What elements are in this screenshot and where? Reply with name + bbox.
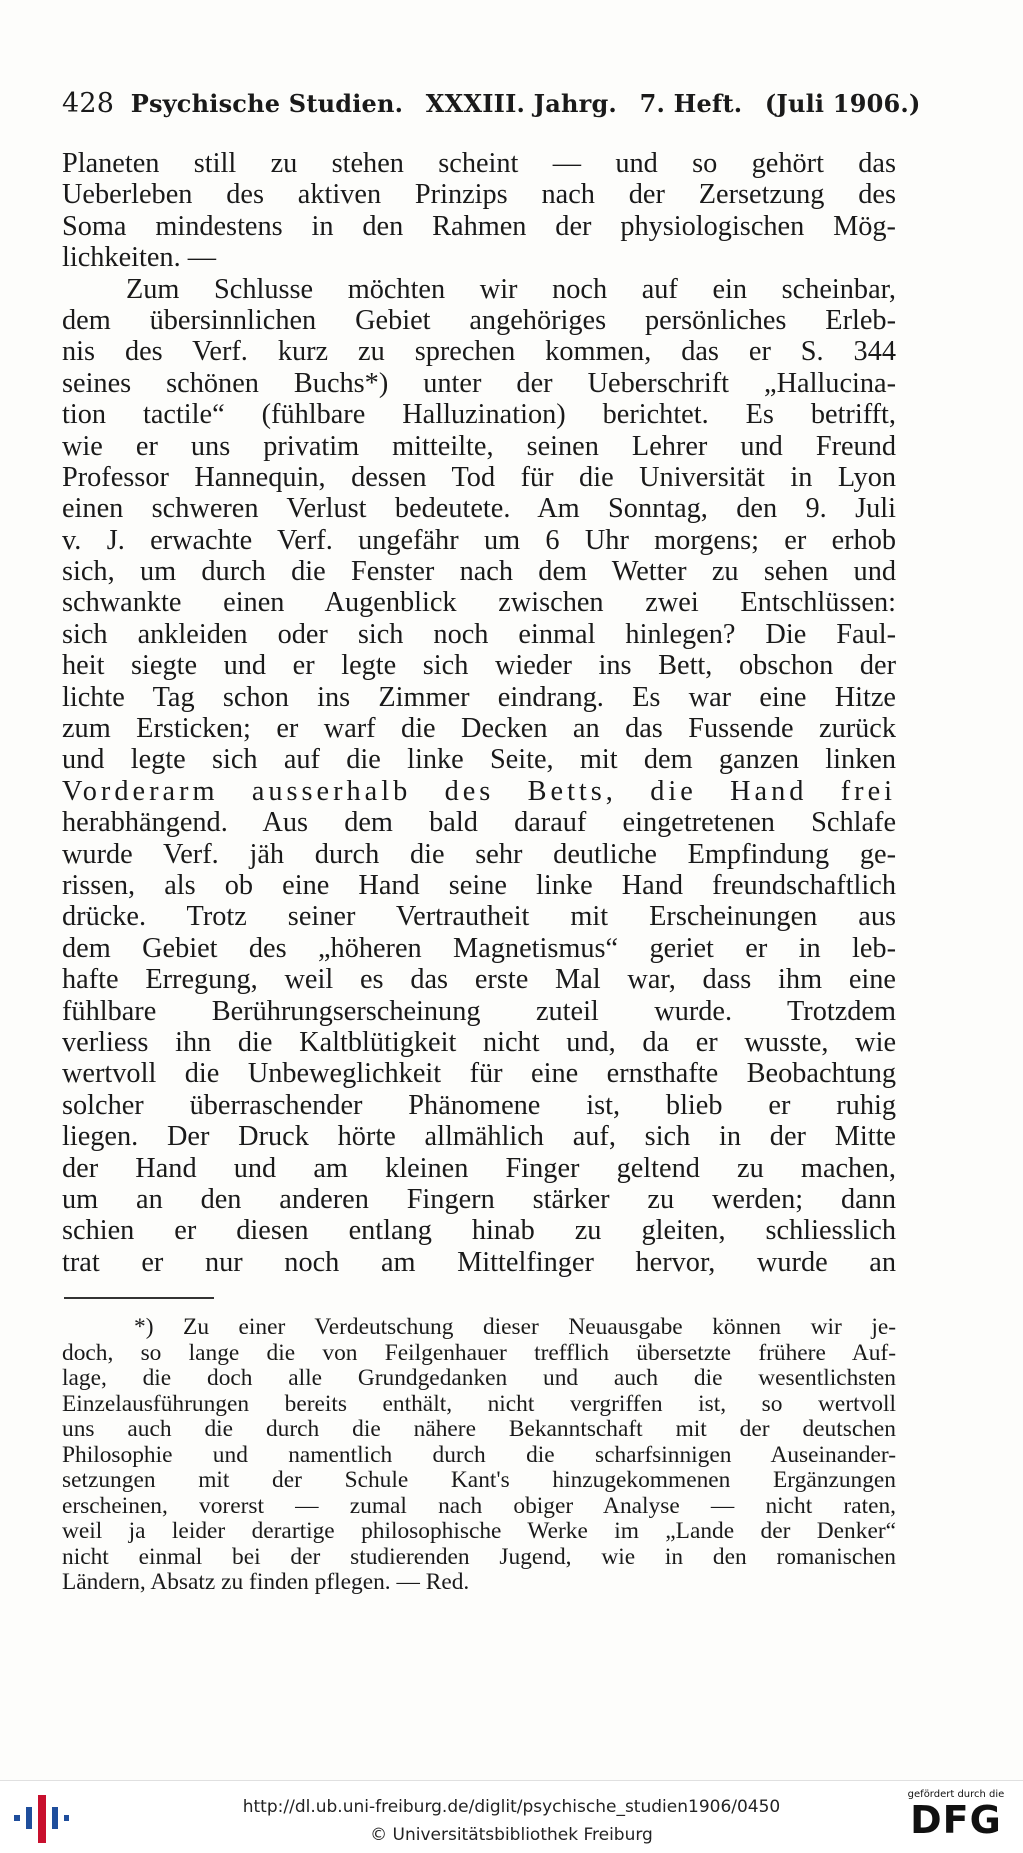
body-line: Vorderarm ausserhalb des Betts, die Hand frei xyxy=(62,775,896,807)
body-line: Planeten still zu stehen scheint — und so gehört das xyxy=(62,148,896,179)
body-line: dem übersinnlichen Gebiet angehöriges persönliches Erleb- xyxy=(62,304,896,336)
body-line: verliess ihn die Kaltblütigkeit nicht und, da er wusste, wie xyxy=(62,1026,896,1058)
body-line: Professor Hannequin, dessen Tod für die Universität in Lyon xyxy=(62,461,896,493)
body-line: sich ankleiden oder sich noch einmal hinlegen? Die Faul- xyxy=(62,618,896,650)
source-url-link[interactable]: http://dl.ub.uni-freiburg.de/diglit/psychische_studien1906/0450 xyxy=(242,1797,781,1817)
body-line: wie er uns privatim mitteilte, seinen Lehrer und Freund xyxy=(62,430,896,462)
body-line: schwankte einen Augenblick zwischen zwei Entschlüssen: xyxy=(62,587,896,619)
body-line: schien er diesen entlang hinab zu gleiten, schliesslich xyxy=(62,1215,896,1247)
body-line: um an den anderen Fingern stärker zu werden; dann xyxy=(62,1183,896,1215)
body-line: seines schönen Buchs*) unter der Ueberschrift „Hallucina- xyxy=(62,367,896,399)
footnote xyxy=(62,1315,896,1596)
body-line: tion tactile“ (fühlbare Halluzination) berichtet. Es betrifft, xyxy=(62,399,896,431)
body-line: heit siegte und er legte sich wieder ins Bett, obschon der xyxy=(62,650,896,682)
journal-title: Psychische Studien. xyxy=(130,89,404,118)
body-line: dem Gebiet des „höheren Magnetismus“ geriet er in leb- xyxy=(62,932,896,964)
body-line: Ueberleben des aktiven Prinzips nach der Zersetzung des xyxy=(62,179,896,211)
body-line: fühlbare Berührungserscheinung zuteil wurde. Trotzdem xyxy=(62,995,896,1027)
body-text xyxy=(62,148,896,1278)
footnote-line: Ländern, Absatz zu finden pflegen. — Red. xyxy=(62,1570,470,1595)
body-line: und legte sich auf die linke Seite, mit dem ganzen linken xyxy=(62,744,896,776)
issue-label: 7. Heft. xyxy=(639,89,743,118)
body-line: lichkeiten. — xyxy=(62,242,217,274)
dfg-logo-icon xyxy=(901,1789,1011,1849)
body-line: liegen. Der Druck hörte allmählich auf, sich in der Mitte xyxy=(62,1121,896,1153)
body-line: sich, um durch die Fenster nach dem Wetter zu sehen und xyxy=(62,556,896,588)
issue-date: (Juli 1906.) xyxy=(764,89,921,118)
viewer-footer xyxy=(0,1780,1023,1853)
footnote-line: *) Zu einer Verdeutschung dieser Neuausgabe können wir je- xyxy=(134,1315,896,1340)
body-line: der Hand und am kleinen Finger geltend zu machen, xyxy=(62,1152,896,1184)
footnote-line: doch, so lange die von Feilgenhauer trefflich übersetzte frühere Auf- xyxy=(62,1340,896,1366)
body-line: lichte Tag schon ins Zimmer eindrang. Es war eine Hitze xyxy=(62,681,896,713)
footnote-divider xyxy=(64,1297,214,1299)
body-line: einen schweren Verlust bedeutete. Am Sonntag, den 9. Juli xyxy=(62,493,896,525)
body-line: v. J. erwachte Verf. ungefähr um 6 Uhr morgens; er erhob xyxy=(62,524,896,556)
body-line: drücke. Trotz seiner Vertrautheit mit Erscheinungen aus xyxy=(62,901,896,933)
body-line: nis des Verf. kurz zu sprechen kommen, das er S. 344 xyxy=(62,336,896,368)
body-line: wertvoll die Unbeweglichkeit für eine ernsthafte Beobachtung xyxy=(62,1058,896,1090)
body-line: hafte Erregung, weil es das erste Mal war, dass ihm eine xyxy=(62,964,896,996)
footnote-line: Einzelausführungen bereits enthält, nicht vergriffen ist, so wertvoll xyxy=(62,1391,896,1417)
running-header xyxy=(62,88,921,119)
copyright-notice: © Universitätsbibliothek Freiburg xyxy=(370,1825,653,1845)
volume-label: XXXIII. Jahrg. xyxy=(425,89,617,118)
footnote-line: weil ja leider derartige philosophische Werke im „Lande der Denker“ xyxy=(62,1519,896,1544)
footnote-line: nicht einmal bei der studierenden Jugend, wie in den romanischen xyxy=(62,1544,896,1570)
body-line: rissen, als ob eine Hand seine linke Hand freundschaftlich xyxy=(62,869,896,901)
body-line: Zum Schlusse möchten wir noch auf ein scheinbar, xyxy=(126,273,896,305)
body-line: wurde Verf. jäh durch die sehr deutliche Empfindung ge- xyxy=(62,838,896,870)
footnote-line: lage, die doch alle Grundgedanken und auch die wesentlichsten xyxy=(62,1366,896,1391)
page-number: 428 xyxy=(62,88,115,119)
body-line: solcher überraschender Phänomene ist, blieb er ruhig xyxy=(62,1089,896,1121)
footnote-line: setzungen mit der Schule Kant's hinzugekommenen Ergänzungen xyxy=(62,1468,896,1493)
footnote-line: erscheinen, vorerst — zumal nach obiger Analyse — nicht raten, xyxy=(62,1493,896,1519)
body-line: herabhängend. Aus dem bald darauf eingetretenen Schlafe xyxy=(62,807,896,839)
body-line: zum Ersticken; er warf die Decken an das Fussende zurück xyxy=(62,713,896,745)
footnote-line: Philosophie und namentlich durch die scharfsinnigen Auseinander- xyxy=(62,1442,896,1468)
dfg-tagline: gefördert durch die xyxy=(907,1789,1005,1800)
body-line: trat er nur noch am Mittelfinger hervor, wurde an xyxy=(62,1246,896,1278)
body-line: Soma mindestens in den Rahmen der physiologischen Mög- xyxy=(62,210,896,242)
footnote-line: uns auch die durch die nähere Bekanntschaft mit der deutschen xyxy=(62,1417,896,1442)
dfg-wordmark: DFG xyxy=(910,1798,1002,1842)
